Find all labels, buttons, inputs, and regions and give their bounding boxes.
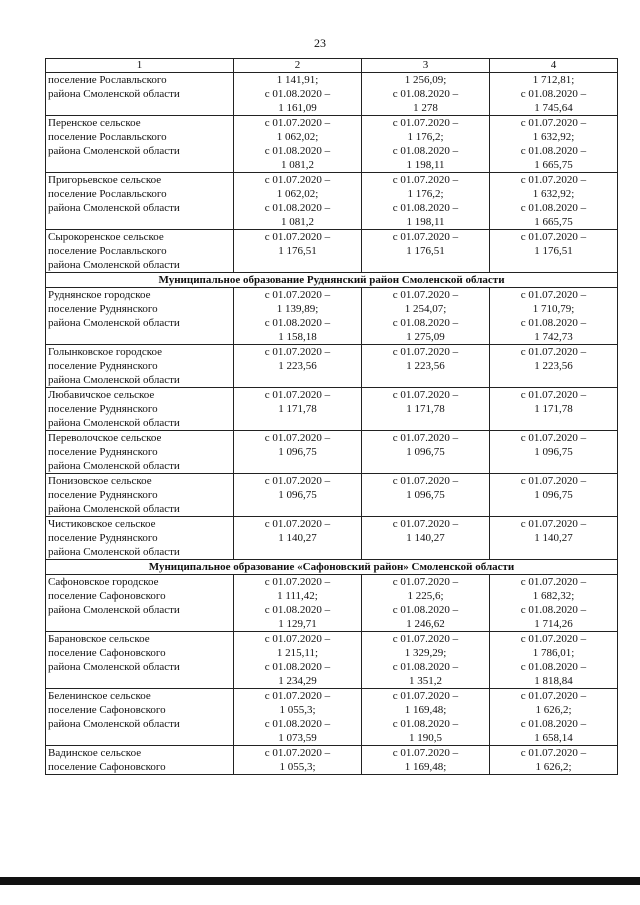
tariff-col-3-line: с 01.08.2020 –: [392, 317, 459, 329]
tariff-col-3-line: 1 278: [413, 102, 438, 114]
tariff-col-4-line: 1 176,51: [534, 245, 573, 257]
tariff-col-2: [234, 517, 362, 560]
tariff-col-3: [362, 388, 490, 431]
tariff-col-2-line: 1 062,02;: [276, 188, 319, 200]
section-header-row: [46, 273, 618, 288]
settlement-name-line: Понизовское сельское: [48, 475, 152, 487]
tariff-col-2-line: 1 081,2: [281, 159, 314, 171]
tariff-col-2-line: 1 158,18: [278, 331, 317, 343]
column-number-row: [46, 59, 618, 73]
tariff-col-4-line: с 01.07.2020 –: [520, 346, 587, 358]
section-header-row: [46, 560, 618, 575]
tariff-col-2-line: с 01.07.2020 –: [264, 231, 331, 243]
tariff-col-4: [490, 632, 618, 689]
tariff-col-3-line: 1 275,09: [406, 331, 445, 343]
tariff-col-4-line: с 01.08.2020 –: [520, 317, 587, 329]
table-row: [46, 746, 618, 775]
tariff-col-3-line: 1 176,51: [406, 245, 445, 257]
tariff-col-2-line: с 01.07.2020 –: [264, 576, 331, 588]
tariff-col-2-line: с 01.08.2020 –: [264, 202, 331, 214]
tariff-col-4: [490, 73, 618, 116]
settlement-name-line: района Смоленской области: [48, 604, 180, 616]
tariff-col-3-line: 1 256,09;: [404, 74, 447, 86]
settlement-name-line: района Смоленской области: [48, 546, 180, 558]
table-row: [46, 431, 618, 474]
tariff-col-3-line: с 01.07.2020 –: [392, 633, 459, 645]
tariff-col-3: [362, 632, 490, 689]
tariff-col-2: [234, 345, 362, 388]
tariff-col-4-line: с 01.08.2020 –: [520, 145, 587, 157]
settlement-name-line: района Смоленской области: [48, 202, 180, 214]
tariff-col-4-line: 1 745,64: [534, 102, 573, 114]
tariff-col-3-line: 1 223,56: [406, 360, 445, 372]
settlement-name-line: поселение Сафоновского: [48, 704, 166, 716]
tariff-col-3-line: с 01.07.2020 –: [392, 576, 459, 588]
tariff-col-3: [362, 73, 490, 116]
tariff-col-3: [362, 288, 490, 345]
bottom-scan-edge: [0, 877, 640, 885]
settlement-name: [46, 746, 234, 775]
tariff-col-2-line: 1 223,56: [278, 360, 317, 372]
tariff-col-3-line: 1 169,48;: [404, 704, 447, 716]
tariff-col-2-line: 1 055,3;: [279, 704, 316, 716]
table-body: [46, 73, 618, 775]
tariff-col-4-line: с 01.08.2020 –: [520, 661, 587, 673]
tariff-col-2-line: 1 141,91;: [276, 74, 319, 86]
settlement-name: [46, 632, 234, 689]
tariff-col-2: [234, 230, 362, 273]
table-row: [46, 575, 618, 632]
tariff-col-4-line: 1 818,84: [534, 675, 573, 687]
table-row: [46, 116, 618, 173]
tariff-col-3: [362, 575, 490, 632]
settlement-name-line: Руднянское городское: [48, 289, 151, 301]
settlement-name: [46, 474, 234, 517]
tariff-col-4: [490, 230, 618, 273]
settlement-name-line: поселение Рославльского: [48, 188, 167, 200]
settlement-name: [46, 388, 234, 431]
tariff-col-4-line: с 01.08.2020 –: [520, 718, 587, 730]
tariff-col-3-line: 1 254,07;: [404, 303, 447, 315]
tariff-col-2: [234, 116, 362, 173]
tariff-col-3: [362, 116, 490, 173]
settlement-name-line: Барановское сельское: [48, 633, 150, 645]
tariff-col-3-line: 1 329,29;: [404, 647, 447, 659]
tariff-col-3-line: с 01.08.2020 –: [392, 202, 459, 214]
settlement-name-line: поселение Сафоновского: [48, 761, 166, 773]
tariff-col-2: [234, 288, 362, 345]
tariff-col-2-line: 1 140,27: [278, 532, 317, 544]
tariff-col-2-line: 1 062,02;: [276, 131, 319, 143]
tariff-col-4: [490, 116, 618, 173]
tariff-col-4-line: 1 665,75: [534, 216, 573, 228]
tariff-col-4-line: с 01.07.2020 –: [520, 518, 587, 530]
settlement-name-line: поселение Руднянского: [48, 403, 158, 415]
tariff-col-2-line: с 01.07.2020 –: [264, 289, 331, 301]
tariff-col-3-line: 1 190,5: [409, 732, 442, 744]
tariff-col-3-line: 1 198,11: [406, 159, 445, 171]
settlement-name: [46, 345, 234, 388]
tariff-col-4-line: с 01.07.2020 –: [520, 747, 587, 759]
tariff-col-2: [234, 388, 362, 431]
settlement-name-line: поселение Руднянского: [48, 532, 158, 544]
tariff-col-3-line: 1 225,6;: [407, 590, 444, 602]
table-row: [46, 173, 618, 230]
settlement-name-line: Любавичское сельское: [48, 389, 155, 401]
table-row: [46, 632, 618, 689]
tariff-col-4-line: 1 714,26: [534, 618, 573, 630]
tariff-col-2: [234, 474, 362, 517]
tariff-col-2: [234, 746, 362, 775]
settlement-name-line: поселение Руднянского: [48, 303, 158, 315]
tariff-col-3: [362, 230, 490, 273]
column-number: 3: [362, 59, 490, 73]
settlement-name-line: поселение Руднянского: [48, 489, 158, 501]
settlement-name-line: поселение Сафоновского: [48, 590, 166, 602]
tariff-col-4-line: с 01.08.2020 –: [520, 202, 587, 214]
table-row: [46, 230, 618, 273]
tariff-col-3-line: 1 096,75: [406, 489, 445, 501]
tariff-col-2: [234, 689, 362, 746]
settlement-name: [46, 230, 234, 273]
tariff-col-4-line: 1 710,79;: [532, 303, 575, 315]
table-row: [46, 345, 618, 388]
tariff-col-3-line: с 01.07.2020 –: [392, 117, 459, 129]
tariff-col-2-line: 1 081,2: [281, 216, 314, 228]
settlement-name-line: Пригорьевское сельское: [48, 174, 162, 186]
tariff-col-4-line: с 01.07.2020 –: [520, 432, 587, 444]
tariff-col-4: [490, 689, 618, 746]
tariff-col-2-line: с 01.08.2020 –: [264, 88, 331, 100]
tariff-col-4: [490, 388, 618, 431]
tariff-col-2-line: с 01.08.2020 –: [264, 145, 331, 157]
tariff-col-2-line: 1 129,71: [278, 618, 317, 630]
tariff-col-3-line: 1 171,78: [406, 403, 445, 415]
settlement-name-line: Чистиковское сельское: [48, 518, 156, 530]
tariff-col-4-line: 1 626,2;: [535, 761, 572, 773]
settlement-name: [46, 431, 234, 474]
tariff-col-2-line: с 01.07.2020 –: [264, 389, 331, 401]
tariff-col-3-line: 1 176,2;: [407, 131, 444, 143]
tariff-col-4: [490, 173, 618, 230]
tariff-col-3-line: с 01.07.2020 –: [392, 432, 459, 444]
tariff-col-3-line: 1 169,48;: [404, 761, 447, 773]
tariff-col-2-line: с 01.08.2020 –: [264, 661, 331, 673]
tariff-col-4-line: 1 665,75: [534, 159, 573, 171]
tariff-col-3-line: с 01.07.2020 –: [392, 174, 459, 186]
tariff-col-2-line: с 01.08.2020 –: [264, 604, 331, 616]
section-title: Муниципальное образование «Сафоновский район» Смоленской области: [46, 560, 618, 575]
table-row: [46, 288, 618, 345]
tariff-col-4: [490, 288, 618, 345]
tariff-col-2-line: 1 176,51: [278, 245, 317, 257]
settlement-name-line: района Смоленской области: [48, 417, 180, 429]
settlement-name-line: Переволочское сельское: [48, 432, 162, 444]
settlement-name-line: Голынковское городское: [48, 346, 163, 358]
tariff-col-2-line: с 01.07.2020 –: [264, 518, 331, 530]
tariff-col-4-line: 1 712,81;: [532, 74, 575, 86]
tariff-col-3-line: 1 351,2: [409, 675, 442, 687]
column-number: 1: [46, 59, 234, 73]
settlement-name: [46, 689, 234, 746]
tariff-col-2-line: с 01.07.2020 –: [264, 432, 331, 444]
tariff-col-4-line: с 01.07.2020 –: [520, 231, 587, 243]
tariff-col-4-line: с 01.07.2020 –: [520, 289, 587, 301]
tariff-col-4-line: с 01.07.2020 –: [520, 389, 587, 401]
tariff-col-4-line: 1 171,78: [534, 403, 573, 415]
tariff-col-4-line: 1 742,73: [534, 331, 573, 343]
settlement-name: [46, 575, 234, 632]
settlement-name-line: поселение Рославльского: [48, 245, 167, 257]
section-title: Муниципальное образование Руднянский район Смоленской области: [46, 273, 618, 288]
column-number: 4: [490, 59, 618, 73]
tariff-col-4-line: с 01.07.2020 –: [520, 117, 587, 129]
tariff-col-4: [490, 746, 618, 775]
tariff-col-3-line: с 01.07.2020 –: [392, 231, 459, 243]
tariff-col-3-line: 1 198,11: [406, 216, 445, 228]
tariff-col-3: [362, 517, 490, 560]
tariff-col-4: [490, 345, 618, 388]
tariff-col-2-line: 1 096,75: [278, 446, 317, 458]
table-row: [46, 689, 618, 746]
tariff-col-4-line: 1 626,2;: [535, 704, 572, 716]
tariff-col-3-line: с 01.07.2020 –: [392, 518, 459, 530]
settlement-name-line: района Смоленской области: [48, 661, 180, 673]
tariff-col-3: [362, 689, 490, 746]
tariff-col-4-line: 1 096,75: [534, 446, 573, 458]
tariff-col-4-line: 1 096,75: [534, 489, 573, 501]
tariff-col-2-line: 1 055,3;: [279, 761, 316, 773]
tariff-col-2-line: с 01.08.2020 –: [264, 718, 331, 730]
tariff-col-3-line: с 01.07.2020 –: [392, 289, 459, 301]
table-row: [46, 73, 618, 116]
tariff-col-3-line: с 01.08.2020 –: [392, 661, 459, 673]
tariff-col-4-line: с 01.07.2020 –: [520, 475, 587, 487]
column-number: 2: [234, 59, 362, 73]
tariff-col-2-line: с 01.08.2020 –: [264, 317, 331, 329]
tariff-col-3: [362, 431, 490, 474]
tariff-col-3-line: с 01.08.2020 –: [392, 145, 459, 157]
tariff-col-3-line: 1 176,2;: [407, 188, 444, 200]
settlement-name-line: района Смоленской области: [48, 460, 180, 472]
tariff-col-4-line: с 01.07.2020 –: [520, 690, 587, 702]
tariff-col-2-line: 1 215,11;: [276, 647, 319, 659]
settlement-name-line: района Смоленской области: [48, 145, 180, 157]
settlement-name-line: Сафоновское городское: [48, 576, 159, 588]
tariff-col-2-line: с 01.07.2020 –: [264, 747, 331, 759]
tariff-col-4-line: 1 632,92;: [532, 131, 575, 143]
settlement-name: [46, 517, 234, 560]
tariff-col-4-line: с 01.07.2020 –: [520, 633, 587, 645]
tariff-col-3-line: с 01.08.2020 –: [392, 718, 459, 730]
tariff-col-4: [490, 517, 618, 560]
tariff-col-2-line: с 01.07.2020 –: [264, 633, 331, 645]
tariff-col-4-line: 1 140,27: [534, 532, 573, 544]
tariff-col-2-line: 1 234,29: [278, 675, 317, 687]
tariff-col-3-line: с 01.07.2020 –: [392, 389, 459, 401]
tariff-col-3-line: с 01.08.2020 –: [392, 88, 459, 100]
settlement-name-line: Перенское сельское: [48, 117, 141, 129]
tariff-col-2: [234, 173, 362, 230]
settlement-name: [46, 116, 234, 173]
tariff-col-4-line: 1 682,32;: [532, 590, 575, 602]
tariff-col-3-line: 1 246,62: [406, 618, 445, 630]
tariff-col-4-line: 1 223,56: [534, 360, 573, 372]
settlement-name-line: района Смоленской области: [48, 259, 180, 271]
settlement-name-line: района Смоленской области: [48, 718, 180, 730]
settlement-name-line: Беленинское сельское: [48, 690, 151, 702]
settlement-name-line: района Смоленской области: [48, 317, 180, 329]
tariff-col-3-line: с 01.07.2020 –: [392, 346, 459, 358]
tariff-col-2-line: с 01.07.2020 –: [264, 346, 331, 358]
settlement-name: [46, 73, 234, 116]
tariff-col-2: [234, 632, 362, 689]
tariff-col-3: [362, 746, 490, 775]
tariff-col-2-line: с 01.07.2020 –: [264, 690, 331, 702]
tariff-col-2-line: с 01.07.2020 –: [264, 117, 331, 129]
tariff-col-2: [234, 431, 362, 474]
tariff-col-2-line: 1 171,78: [278, 403, 317, 415]
table-row: [46, 474, 618, 517]
tariff-col-4-line: с 01.07.2020 –: [520, 174, 587, 186]
page-number: 23: [314, 36, 326, 50]
tariff-col-3-line: с 01.08.2020 –: [392, 604, 459, 616]
tariff-col-4-line: 1 632,92;: [532, 188, 575, 200]
settlement-name-line: Сырокоренское сельское: [48, 231, 164, 243]
tariff-col-4: [490, 474, 618, 517]
tariff-col-3: [362, 345, 490, 388]
tariff-col-3-line: 1 140,27: [406, 532, 445, 544]
tariff-col-4: [490, 575, 618, 632]
tariff-col-4-line: с 01.08.2020 –: [520, 604, 587, 616]
settlement-name: [46, 288, 234, 345]
tariff-col-3-line: с 01.07.2020 –: [392, 747, 459, 759]
tariff-col-2-line: 1 111,42;: [277, 590, 318, 602]
settlement-name-line: поселение Руднянского: [48, 446, 158, 458]
tariff-col-2-line: 1 073,59: [278, 732, 317, 744]
tariff-col-2: [234, 73, 362, 116]
tariff-table: [45, 58, 618, 775]
settlement-name-line: района Смоленской области: [48, 88, 180, 100]
tariff-col-2-line: 1 139,89;: [276, 303, 319, 315]
tariff-col-4-line: 1 658,14: [534, 732, 573, 744]
tariff-col-3-line: 1 096,75: [406, 446, 445, 458]
tariff-col-3: [362, 474, 490, 517]
settlement-name-line: района Смоленской области: [48, 503, 180, 515]
settlement-name-line: поселение Рославльского: [48, 131, 167, 143]
settlement-name: [46, 173, 234, 230]
tariff-col-2-line: 1 161,09: [278, 102, 317, 114]
tariff-col-4: [490, 431, 618, 474]
tariff-col-4-line: с 01.07.2020 –: [520, 576, 587, 588]
tariff-col-2-line: с 01.07.2020 –: [264, 475, 331, 487]
tariff-col-3-line: с 01.07.2020 –: [392, 690, 459, 702]
table-row: [46, 388, 618, 431]
tariff-col-4-line: 1 786,01;: [532, 647, 575, 659]
tariff-col-2-line: 1 096,75: [278, 489, 317, 501]
settlement-name-line: поселение Рославльского: [48, 74, 167, 86]
table-row: [46, 517, 618, 560]
settlement-name-line: поселение Руднянского: [48, 360, 158, 372]
tariff-col-2: [234, 575, 362, 632]
tariff-col-4-line: с 01.08.2020 –: [520, 88, 587, 100]
settlement-name-line: Вадинское сельское: [48, 747, 142, 759]
tariff-col-3-line: с 01.07.2020 –: [392, 475, 459, 487]
settlement-name-line: поселение Сафоновского: [48, 647, 166, 659]
settlement-name-line: района Смоленской области: [48, 374, 180, 386]
tariff-col-2-line: с 01.07.2020 –: [264, 174, 331, 186]
tariff-col-3: [362, 173, 490, 230]
